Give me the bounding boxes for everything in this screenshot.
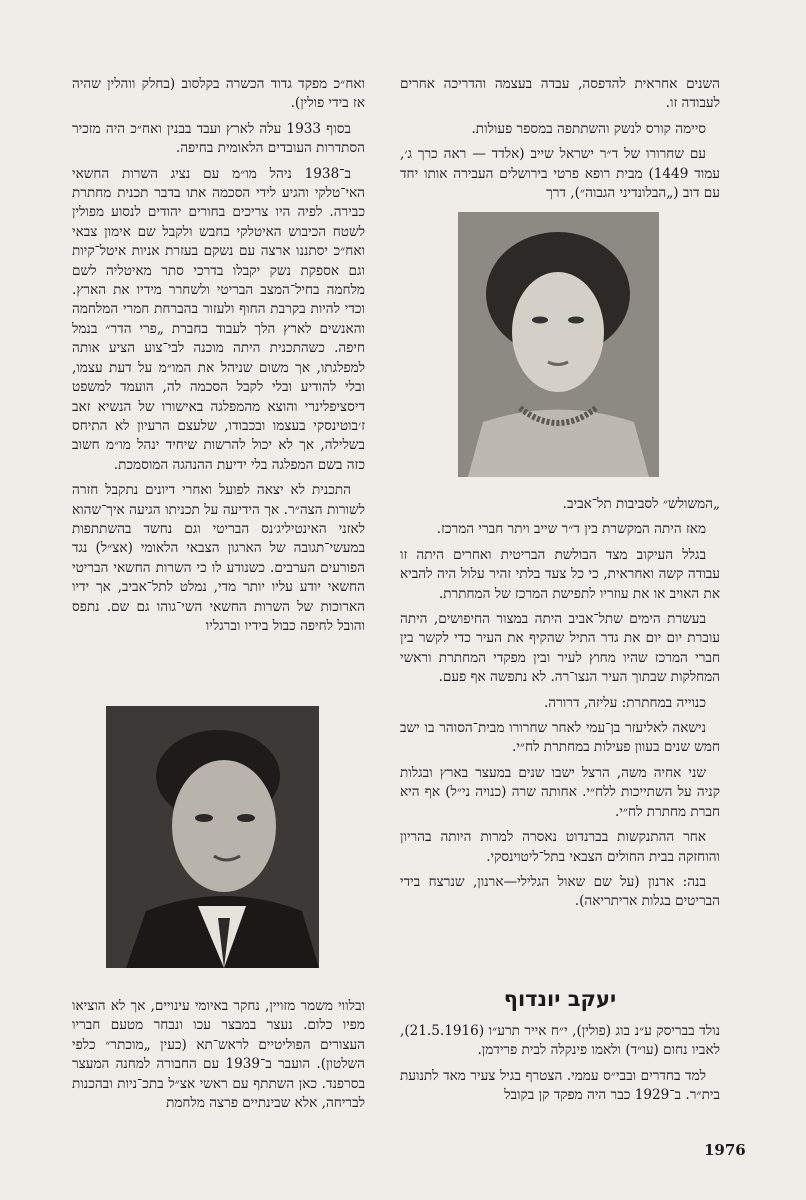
paragraph: בנה: ארנון (על שם שאול הגלילי—ארנון, שנרצח בידי הבריטים בגלות אריתריאה).: [400, 873, 720, 910]
paragraph: עם שחרורו של ד״ר ישראל שייב (אלדד — ראה כרך ג׳, עמוד 1449) מבית רופא פרטי בירושלים העבירה אותו יחד עם דוב („הבלונדיני הגבוה״), דרך: [400, 146, 720, 202]
paragraph: מאז היתה המקשרת בין ד״ר שייב ויתר חברי המרכז.: [436, 521, 706, 538]
paragraph: בגלל העיקוב מצד הבולשת הבריטית ואחרים היתה זו עבודה קשה ואחראית, כי כל צעד בלתי זהיר עלול היה להביא את האויב או את עוזריו לתפישת המרכז של המחתרת.: [400, 546, 720, 602]
left-column-top: [72, 75, 365, 642]
right-column-middle: [400, 495, 720, 918]
paragraph: התכנית לא יצאה לפועל ואחרי דיונים נתקבל חזרה לשורות הצה״ר. אך הידיעה על תכניתו הגיעה איך־שהוא לאזני האינטיליג׳נס הבריטי וגם נחשד בהשתתפות במעשי־תגובה של הארגון הצבאי הלאומי (אצ״ל) נגד הפורעים הערבים. כשנודע לו כי השרות החשאי הבריטי החשאי יודע עליו יותר מדי, נמלט לתל־אביב, אך ידיו הארוכות של השרות החשאי השי־גוהו גם שם. נתפס והובל לחיפה כבול בידיו וברגליו: [72, 482, 365, 634]
paragraph: בסוף 1933 עלה לארץ ועבד בבנין ואח״כ היה מזכיר הסתדרות העובדים הלאומית בחיפה.: [72, 120, 365, 157]
paragraph: השנים אחראית להדפסה, עבדה בעצמה והדריכה אחרים לעבודה זו.: [400, 76, 720, 112]
right-column-top: [400, 75, 720, 209]
right-column-bottom: [400, 1022, 720, 1112]
paragraph: בעשרת הימים שתל־אביב היתה במצור החיפושים, היתה עוברת יום יום את גדר התיל שהקיף את העיר כדי לקשר בין חברי המרכז שהיו מחוץ לעיר ובין מפקדי המחתרת וראשי המחלקות שבתוך העיר הנצו־רה. לא נתפשה אף פעם.: [400, 611, 720, 686]
paragraph: למד בחדרים ובבי״ס עממי. הצטרף בגיל צעיר מאד לתנועת בית״ר. ב־1929 כבר היה מפקד קן בקובל: [400, 1067, 720, 1104]
portrait-man-photo: [106, 706, 319, 968]
woman-figure-icon: [458, 212, 659, 477]
page-number: 1976: [704, 1141, 746, 1159]
paragraph: סיימה קורס לנשק והשתתפה במספר פעולות.: [471, 120, 706, 137]
paragraph: נישאה לאליעזר בן־עמי לאחר שחרורו מבית־הסוהר בו ישב חמש שנים בעוון פעילות במחתרת לח״י.: [400, 720, 720, 756]
paragraph: ואח״כ מפקד גדוד הכשרה בקלסוב (בחלק ווהלין שהיה אז בידי פולין).: [72, 76, 365, 112]
man-figure-icon: [106, 706, 319, 968]
paragraph: ובלווי משמר מזויין, נחקר באיומי עינויים, אך לא הוציאו מפיו כלום. נעצר במבצר עכו ונבחר מטעם חבריו העצורים הפוליטיים לראש־תא (כעין „מוכתר״ כלפי השלטון). הועבר ב־1939 עם החבורה למחנה המעצר בסרפנד. כאן השתתף עם ראשי אצ״ל בתכ־ניות ובהכנות לבריחה, אלא שבינתיים פרצה מלחמת: [72, 998, 365, 1112]
paragraph: אחר ההתנקשות בברנדוט נאסרה למרות היותה בהריון והוחזקה בבית החולים הצבאי בתל־ליטוינסקי.: [400, 829, 720, 865]
section-heading: יעקב יונדוף: [503, 987, 617, 1011]
left-column-bottom: [72, 997, 365, 1119]
paragraph: כנוייה במחתרת: עליזה, דרורה.: [543, 694, 706, 711]
paragraph: נולד בבריסק ע״נ בוג (פולין), י״ח אייר תרע״ו (21.5.1916), לאביו נחום (עו״ד) ולאמו פינקלה לבית פרידמן.: [400, 1023, 720, 1059]
portrait-woman-photo: [458, 212, 659, 477]
paragraph: „המשולש״ לסביבות תל־אביב.: [562, 496, 720, 512]
paragraph: ב־1938 ניהל מו״מ עם נציג השרות החשאי האי־טלקי והגיע לידי הסכמה אתו בדבר תכנית מחתרת כבירה. לפיה היו צריכים בחורים יהודים לנסוע מפולין לשטח הכיבוש האיטלקי בחבש ולקבל שם אימון צבאי ואח״כ יסתננו ארצה עם נשקם בעזרת אניות איטל־קיות וגם אספקת נשק יקבלו בדרכי סתר מאיטליה לשם מלחמה בחיל־המצב הבריטי ולשחרר מידיו את הארץ. וכדי להיות בקרבת החוף ולעזור בהברחת חמרי המלחמה והאנשים לארץ הלך לעבוד בחברת „פרי הדר״ בנמל חיפה. כשהתכנית היתה מוכנה לבי־צוע הציע אותה למפלגתו, אך משום שניהל את המו״מ על דעת עצמו, ובלי להודיע ובלי לקבל הסכמה לה, הועמד למשפט דיסציפלינרי והוצא מהמפלגה באישורו של הנשיא זאב ז׳בוטינסקי בעצמו ובכבודו, שלעצם הרעיון לא התיחס בשלילה, אך לא יכול להרשות שיחיד ינהל מו״מ חשוב כזה בשם המפלגה בלי ידיעת ההנהגה המוסמכת.: [72, 165, 365, 473]
paragraph: שני אחיה משה, הרצל ישבו שנים במעצר בארץ ובגלות קניה על השתייכות ללח״י. אחותה שרה (כנויה ני״ל) אף היא חברת מחתרת לח״י.: [400, 764, 720, 820]
